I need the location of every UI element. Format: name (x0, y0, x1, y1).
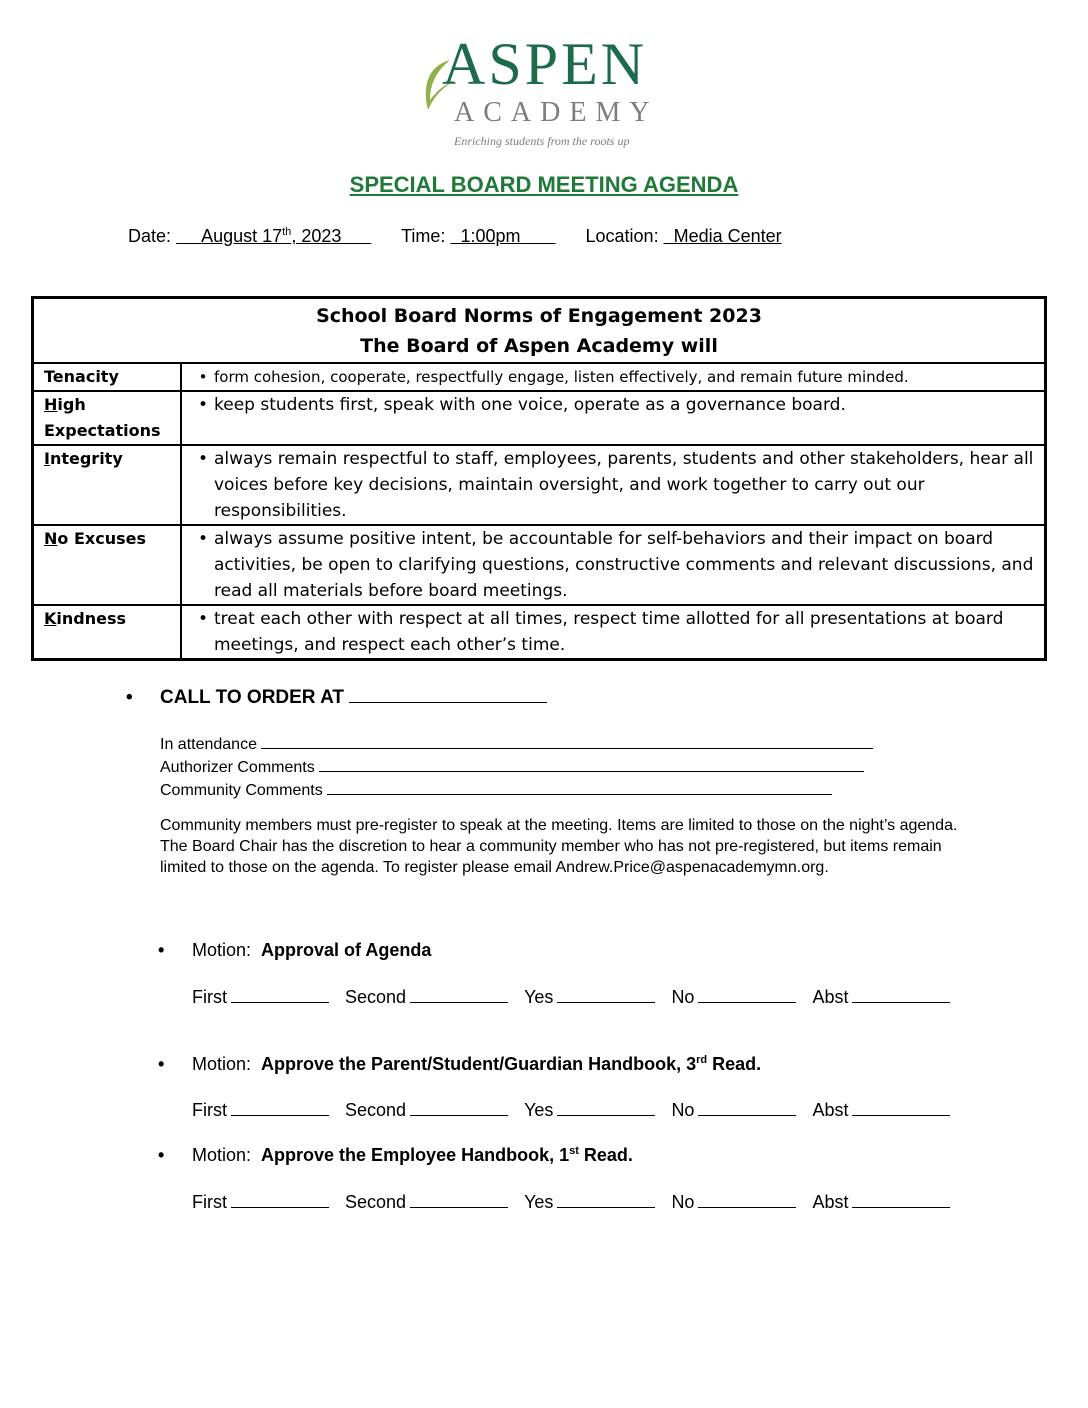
vote-row: First Second Yes No Abst (192, 1099, 966, 1121)
logo-academy-text: ACADEMY (454, 97, 659, 128)
community-comments-blank[interactable] (327, 778, 832, 795)
yes-blank[interactable] (557, 1191, 655, 1208)
no-blank[interactable] (698, 1099, 796, 1116)
first-blank[interactable] (231, 986, 329, 1003)
authorizer-comments-blank[interactable] (319, 755, 864, 772)
motion-title: Approval of Agenda (261, 940, 432, 960)
norms-table (31, 296, 1047, 661)
vote-row: First Second Yes No Abst (192, 1191, 966, 1213)
no-blank[interactable] (698, 986, 796, 1003)
motion-item: • Motion: Approve the Parent/Student/Guardian Handbook, 3rd Read. (158, 1054, 762, 1074)
authorizer-comments-label: Authorizer Comments (160, 759, 315, 776)
norm-text: keep students first, speak with one voice, operate as a governance board. (214, 395, 846, 415)
bullet-icon: • (198, 368, 208, 386)
table-row (33, 445, 1046, 525)
table-row (33, 525, 1046, 605)
no-blank[interactable] (698, 1191, 796, 1208)
location-label: Location: (585, 226, 659, 246)
norm-text: treat each other with respect at all times, respect time allotted for all presentations at board meetings, and respect each other’s time. (214, 609, 1004, 655)
yes-blank[interactable] (557, 986, 655, 1003)
norm-name-integrity: Integrity (33, 445, 182, 525)
first-blank[interactable] (231, 1099, 329, 1116)
second-blank[interactable] (410, 1191, 508, 1208)
location-value: Media Center (673, 226, 782, 246)
table-row (33, 363, 1046, 391)
meeting-meta (128, 226, 782, 247)
table-row (33, 605, 1046, 660)
bullet-icon: • (197, 395, 209, 415)
bullet-icon: • (197, 449, 209, 469)
norm-name-no-excuses: No Excuses (33, 525, 182, 605)
aspen-academy-logo (420, 31, 670, 154)
page-title: SPECIAL BOARD MEETING AGENDA (349, 172, 739, 197)
in-attendance-label: In attendance (160, 736, 257, 753)
norm-name-tenacity: Tenacity (33, 363, 182, 391)
in-attendance-blank[interactable] (261, 732, 873, 749)
norm-name-kindness: Kindness (33, 605, 182, 660)
logo-tagline: Enriching students from the roots up (454, 134, 630, 148)
motion-item: • Motion: Approval of Agenda (158, 940, 432, 960)
norm-text: form cohesion, cooperate, respectfully engage, listen effectively, and remain future minded. (214, 368, 909, 386)
second-blank[interactable] (410, 986, 508, 1003)
time-value: 1:00pm (460, 226, 521, 246)
bullet-icon: • (158, 1054, 165, 1074)
call-to-order: • CALL TO ORDER AT (126, 686, 547, 709)
yes-blank[interactable] (557, 1099, 655, 1116)
norm-name-high-expectations: High Expectations (33, 391, 182, 445)
logo-aspen-text: ASPEN (442, 31, 648, 97)
vote-row: First Second Yes No Abst (192, 986, 966, 1008)
abst-blank[interactable] (852, 1099, 950, 1116)
registration-notice: Community members must pre-register to speak at the meeting. Items are limited to those on the night’s agenda. The Board Chair has the discretion to hear a community member who has not pre-registered, but items remain limited to those on the agenda. To register please email Andrew.Price@aspenacademymn.org. (160, 817, 958, 876)
bullet-icon: • (158, 940, 165, 960)
bullet-icon: • (126, 687, 133, 708)
bullet-icon: • (197, 529, 209, 549)
motion-item: • Motion: Approve the Employee Handbook, 1st Read. (158, 1145, 633, 1165)
call-to-order-blank[interactable] (349, 686, 547, 703)
bullet-icon: • (197, 609, 209, 629)
attendance-section (160, 732, 873, 801)
table-row (33, 391, 1046, 445)
second-blank[interactable] (410, 1099, 508, 1116)
abst-blank[interactable] (852, 986, 950, 1003)
abst-blank[interactable] (852, 1191, 950, 1208)
motion-title: Approve the Employee Handbook, 1st Read. (261, 1145, 633, 1165)
norm-text: always assume positive intent, be accountable for self-behaviors and their impact on board activities, be open to clarifying questions, constructive comments and relevant discussions, and read all materials before board meetings. (214, 529, 1034, 601)
bullet-icon: • (158, 1145, 165, 1165)
community-comments-label: Community Comments (160, 782, 323, 799)
date-value: August 17th, 2023 (201, 226, 342, 246)
motion-title: Approve the Parent/Student/Guardian Handbook, 3rd Read. (261, 1054, 762, 1074)
time-label: Time: (401, 226, 446, 246)
norm-text: always remain respectful to staff, employees, parents, students and other stakeholders, hear all voices before key decisions, maintain oversight, and work together to carry out our responsibilities. (214, 449, 1034, 521)
date-label: Date: (128, 226, 172, 246)
norms-heading: School Board Norms of Engagement 2023 The Board of Aspen Academy will (33, 298, 1046, 364)
first-blank[interactable] (231, 1191, 329, 1208)
